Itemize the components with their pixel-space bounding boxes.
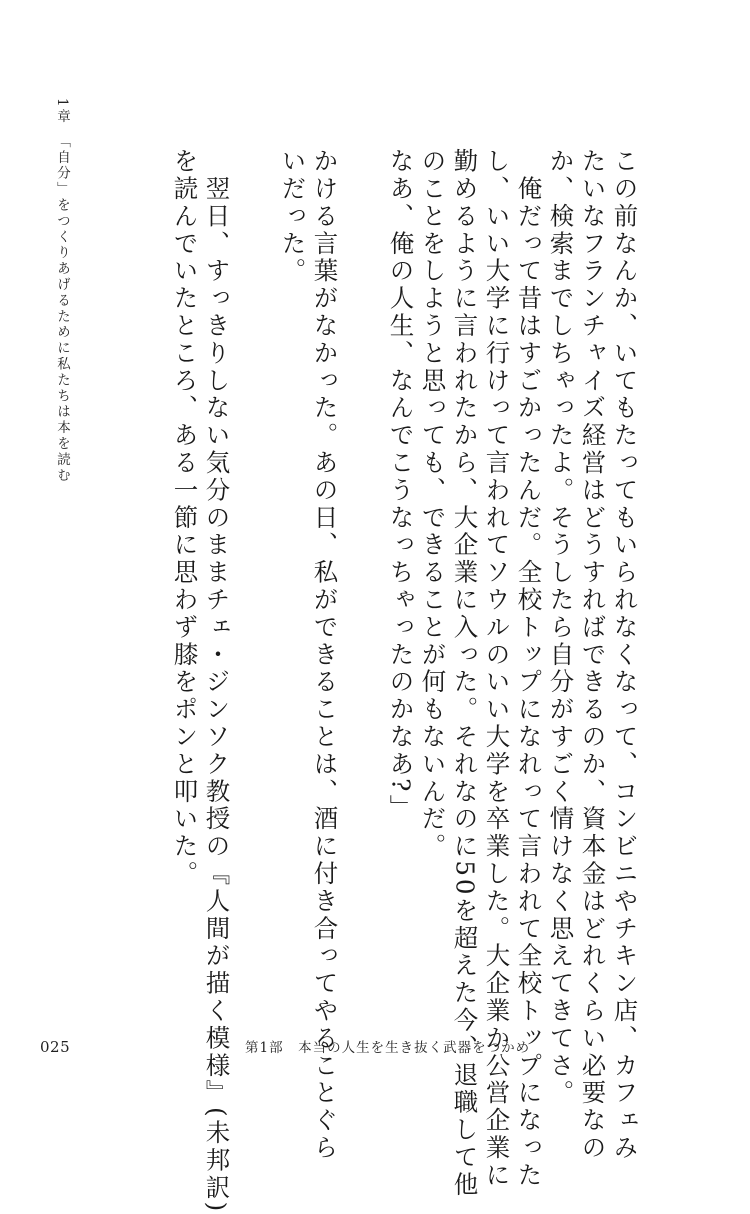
text-column: を読んでいたところ、ある一節に思わず膝をポンと叩いた。 (170, 148, 200, 888)
text-column: のことをしようと思っても、できることが何もないんだ。 (418, 148, 448, 861)
text-column: なあ、俺の人生、なんでこうなっちゃったのかなあ?」 (386, 148, 416, 822)
running-head: 1章 「自分」をつくりあげるために私たちは本を読む (54, 98, 70, 484)
text-column: か、検索までしちゃったよ。そうしたら自分がすごく情けなく思えてきてさ。 (546, 148, 576, 1107)
text-column: 翌日、すっきりしない気分のままチェ・ジンソク教授の『人間が描く模様』(未邦訳) (202, 148, 232, 1214)
text-column: 俺だって昔はすごかったんだ。全校トップになれって言われて全校トップになった (514, 148, 544, 1190)
footer-title: 第1部 本当の人生を生き抜く武器をつかめ (245, 1040, 531, 1056)
page-number: 025 (40, 1038, 71, 1056)
text-column: 勤めるように言われたから、大企業に入った。それなのに50を超えた今、退職して他 (450, 148, 480, 1199)
text-column: この前なんか、いてもたってもいられなくなって、コンビニやチキン店、カフェみ (610, 148, 640, 1162)
text-column: し、いい大学に行けって言われてソウルのいい大学を卒業した。大企業か公営企業に (482, 148, 512, 1190)
text-column: いだった。 (278, 148, 308, 285)
text-column: かける言葉がなかった。あの日、私ができることは、酒に付き合ってやることぐら (310, 148, 340, 1162)
text-column: たいなフランチャイズ経営はどうすればできるのか、資本金はどれくらい必要なの (578, 148, 608, 1162)
